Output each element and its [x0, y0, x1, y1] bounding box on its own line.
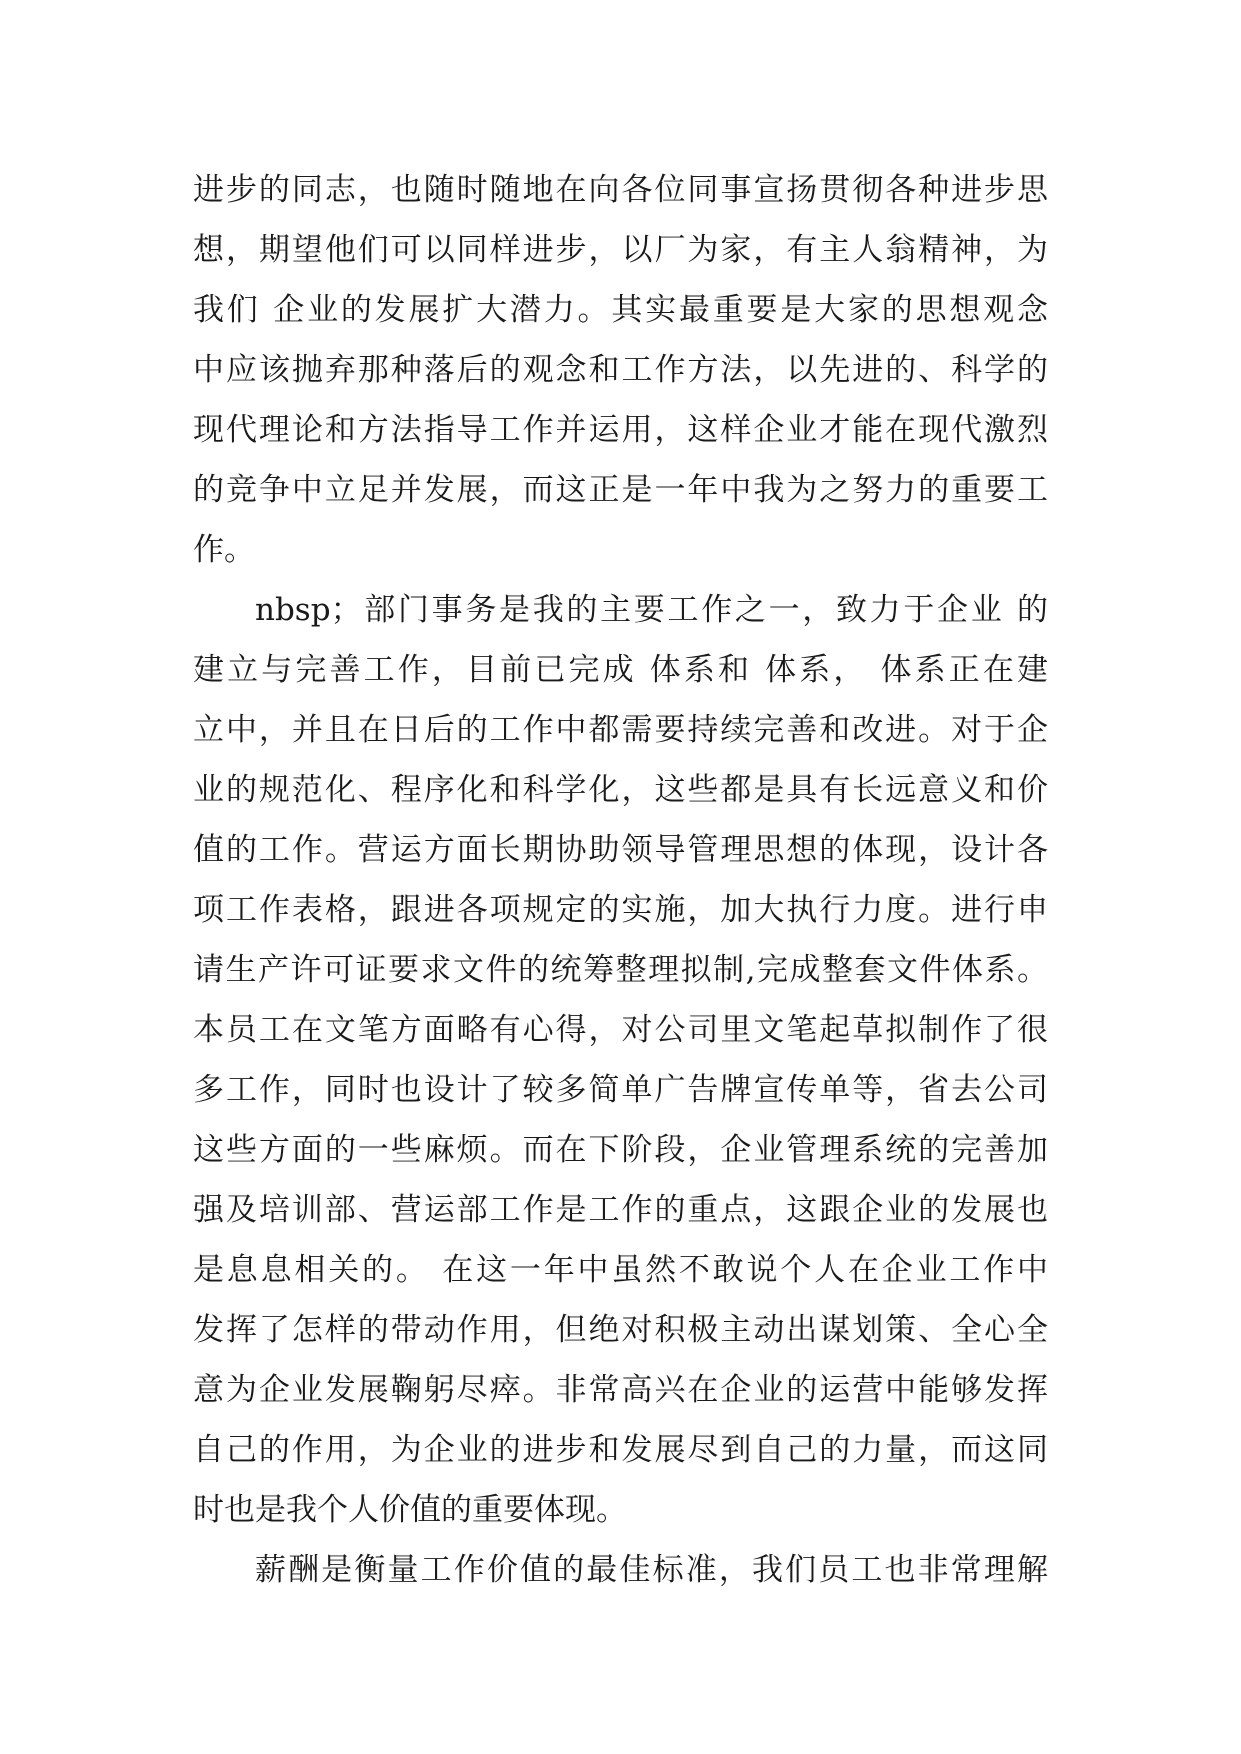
paragraph-2-line-7: 请生产许可证要求文件的统筹整理拟制,完成整套文件体系。 — [193, 952, 1048, 988]
paragraph-1-line-3: 我们 企业的发展扩大潜力。其实最重要是大家的思想观念 — [193, 292, 1048, 328]
paragraph-2-line-5: 值的工作。营运方面长期协助领导管理思想的体现，设计各 — [193, 832, 1048, 868]
paragraph-2-line-3: 立中，并且在日后的工作中都需要持续完善和改进。对于企 — [193, 712, 1048, 748]
paragraph-2-line-8: 本员工在文笔方面略有心得，对公司里文笔起草拟制作了很 — [193, 1012, 1048, 1048]
paragraph-2-line-9: 多工作，同时也设计了较多简单广告牌宣传单等，省去公司 — [193, 1072, 1048, 1108]
paragraph-2-line-1: nbsp；部门事务是我的主要工作之一，致力于企业 的 — [255, 592, 1048, 628]
paragraph-2-line-11: 强及培训部、营运部工作是工作的重点，这跟企业的发展也 — [193, 1192, 1048, 1228]
paragraph-2-line-4: 业的规范化、程序化和科学化，这些都是具有长远意义和价 — [193, 772, 1048, 808]
paragraph-2-line-13: 发挥了怎样的带动作用，但绝对积极主动出谋划策、全心全 — [193, 1312, 1048, 1348]
paragraph-3-line-1: 薪酬是衡量工作价值的最佳标准，我们员工也非常理解 — [255, 1552, 1048, 1588]
paragraph-1-line-6: 的竞争中立足并发展，而这正是一年中我为之努力的重要工 — [193, 472, 1048, 508]
paragraph-2-line-14: 意为企业发展鞠躬尽瘁。非常高兴在企业的运营中能够发挥 — [193, 1372, 1048, 1408]
paragraph-1-line-4: 中应该抛弃那种落后的观念和工作方法，以先进的、科学的 — [193, 352, 1048, 388]
paragraph-1-line-7: 作。 — [193, 532, 255, 568]
paragraph-2-line-12: 是息息相关的。 在这一年中虽然不敢说个人在企业工作中 — [193, 1252, 1048, 1288]
paragraph-2-line-6: 项工作表格，跟进各项规定的实施，加大执行力度。进行申 — [193, 892, 1048, 928]
paragraph-2-line-15: 自己的作用，为企业的进步和发展尽到自己的力量，而这同 — [193, 1432, 1048, 1468]
paragraph-1-line-5: 现代理论和方法指导工作并运用，这样企业才能在现代激烈 — [193, 412, 1048, 448]
paragraph-2-line-16: 时也是我个人价值的重要体现。 — [193, 1492, 627, 1528]
paragraph-2-line-2: 建立与完善工作，目前已完成 体系和 体系， 体系正在建 — [193, 652, 1048, 688]
document-body — [193, 160, 1048, 1600]
paragraph-2-line-10: 这些方面的一些麻烦。而在下阶段，企业管理系统的完善加 — [193, 1132, 1048, 1168]
paragraph-1-line-1: 进步的同志，也随时随地在向各位同事宣扬贯彻各种进步思 — [193, 172, 1048, 208]
paragraph-1-line-2: 想，期望他们可以同样进步，以厂为家，有主人翁精神，为 — [193, 232, 1048, 268]
